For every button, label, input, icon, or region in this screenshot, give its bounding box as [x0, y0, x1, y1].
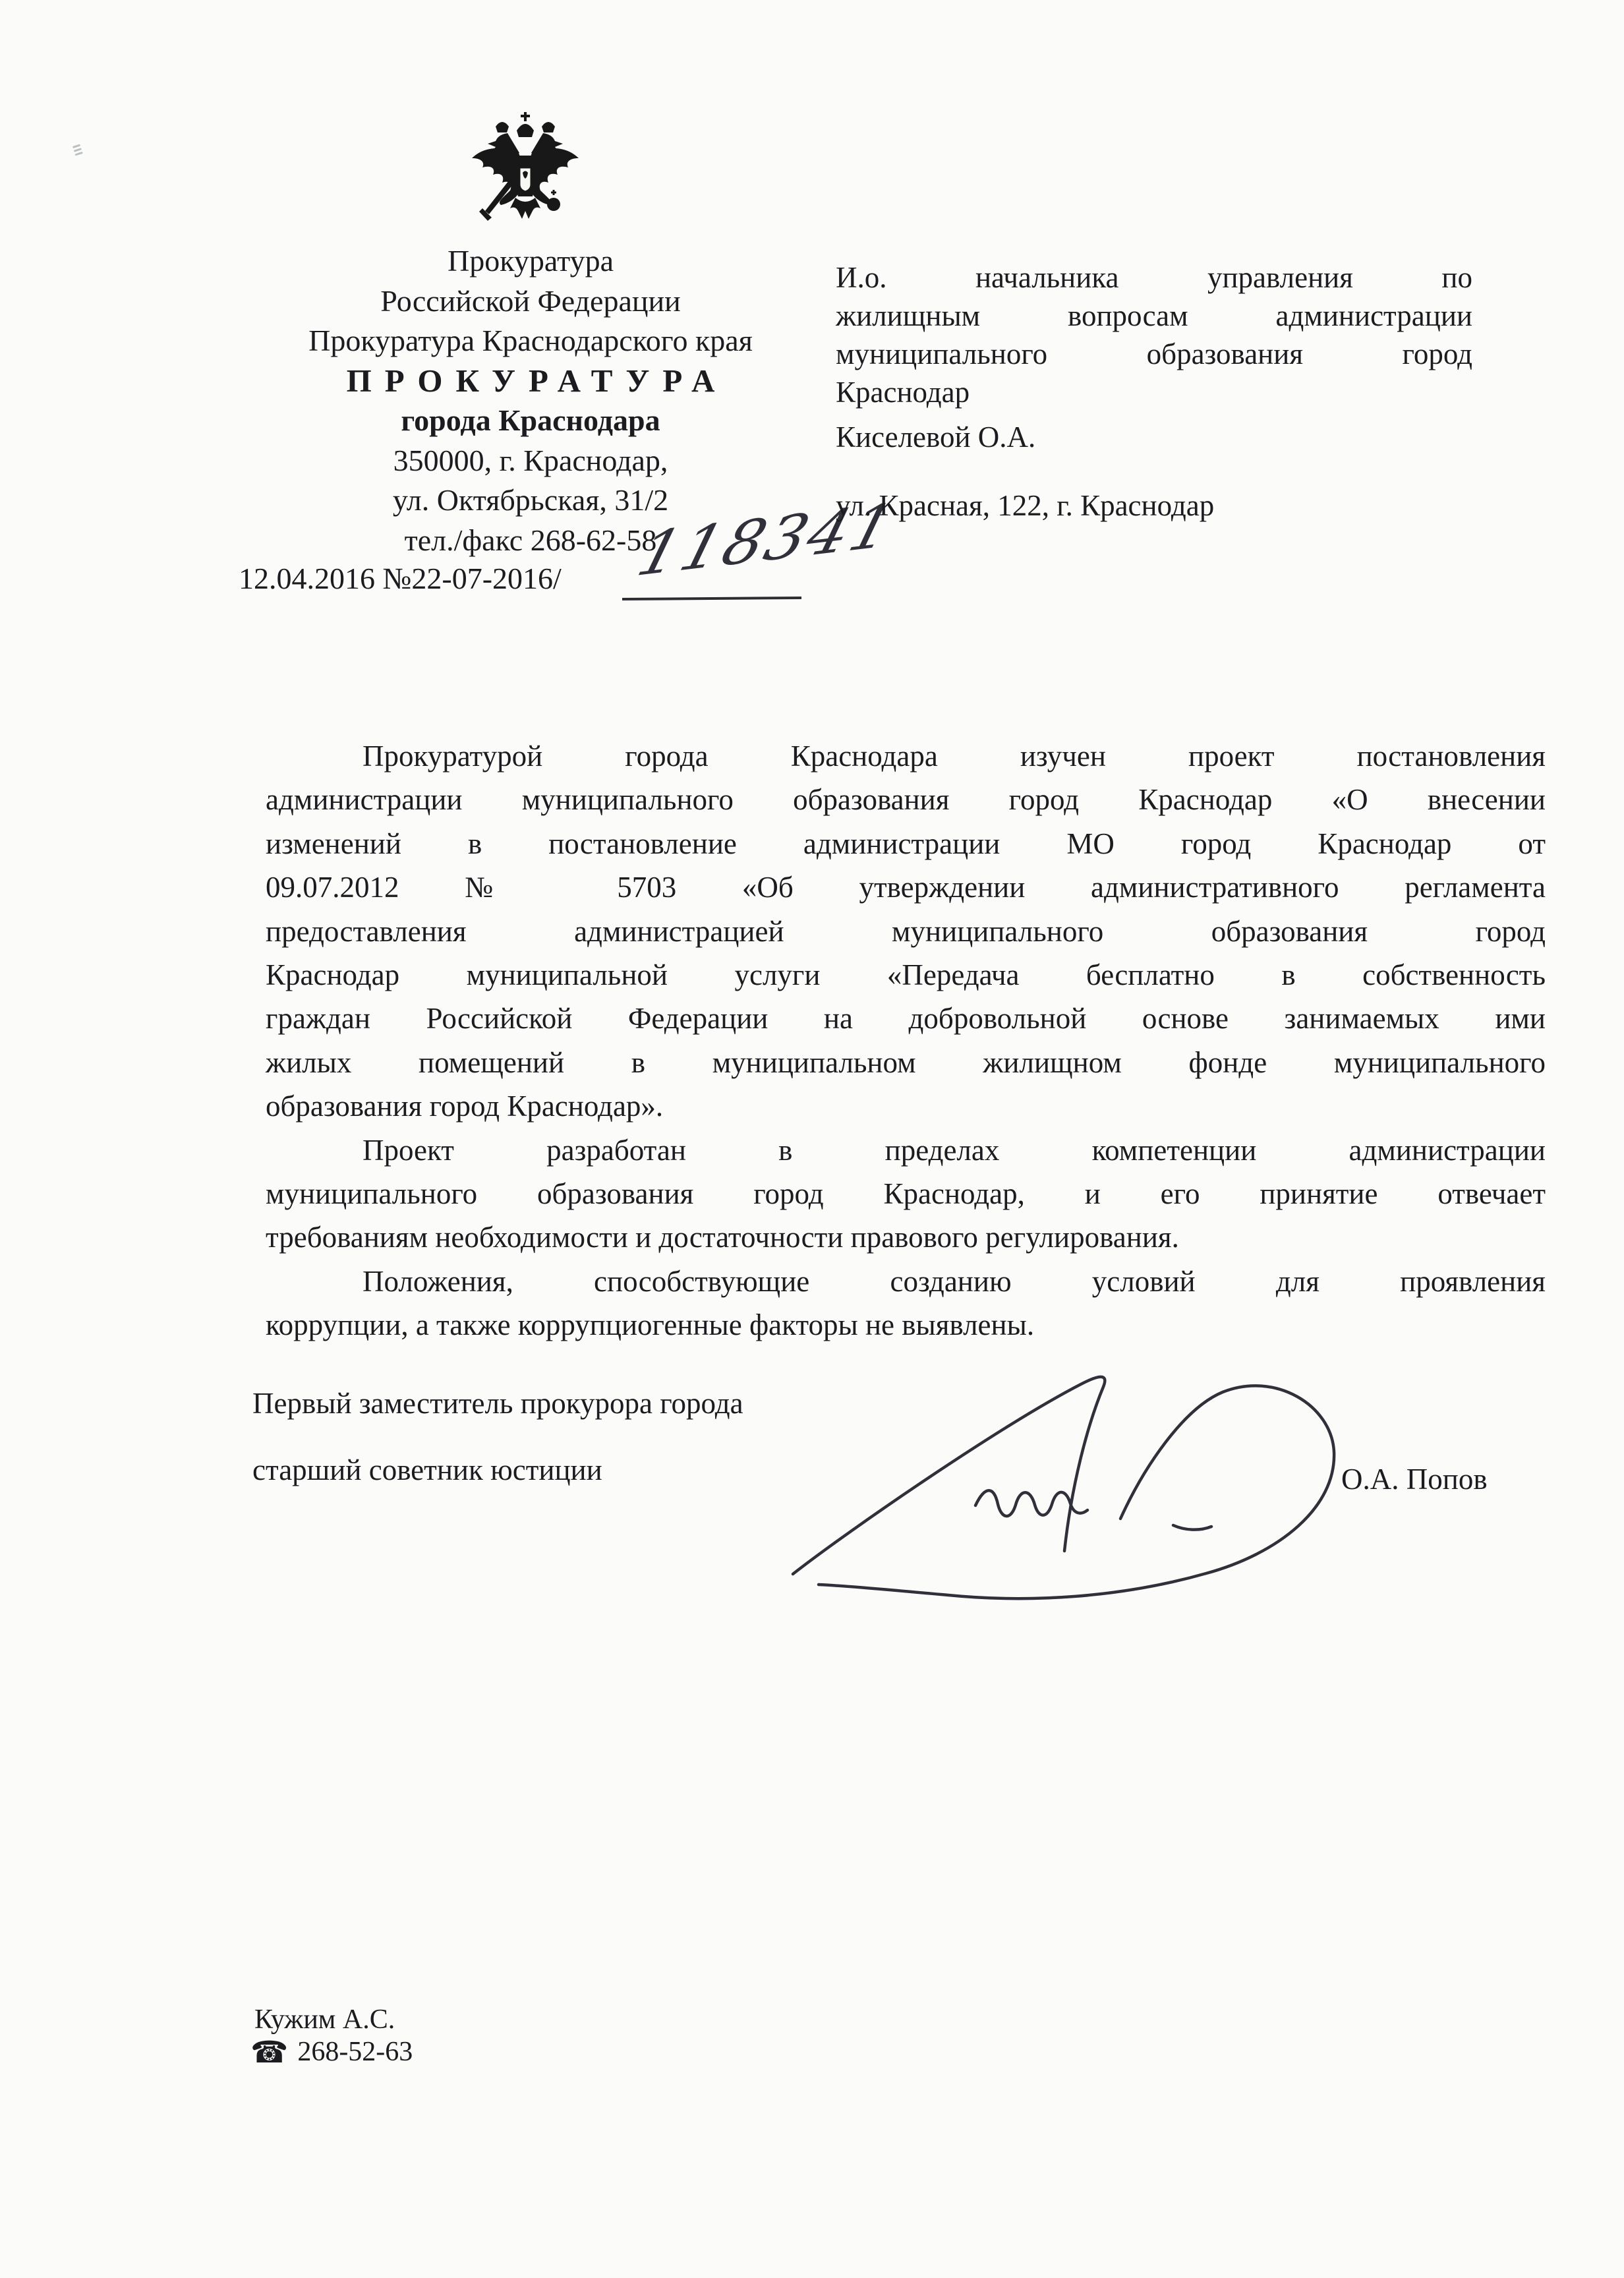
recipient-name: Киселевой О.А.: [836, 421, 1036, 453]
body-line: требованиям необходимости и достаточности правового регулирования.: [266, 1221, 1179, 1254]
recipient-block: [836, 258, 1472, 411]
signer-position-line2: старший советник юстиции: [252, 1453, 602, 1486]
letterhead-phone: тел./факс 268-62-58: [404, 523, 657, 557]
letterhead-city: города Краснодара: [401, 403, 660, 437]
recipient-line: Краснодар: [836, 376, 970, 409]
telephone-icon: ☎: [250, 2034, 289, 2070]
recipient-line: жилищным вопросам администрации: [836, 299, 1472, 332]
letterhead-line: Прокуратура Краснодарского края: [308, 324, 753, 357]
handwritten-signature-icon: [751, 1353, 1371, 1603]
letterhead-org-caps: ПРОКУРАТУРА: [346, 362, 728, 399]
executor-phone-row: [250, 2034, 413, 2070]
ref-number-underline: [622, 597, 801, 600]
body-line: администрации муниципального образования город Краснодар «О внесении: [266, 783, 1546, 817]
executor-phone-number: 268-52-63: [297, 2037, 413, 2067]
body-line: Проект разработан в пределах компетенции администрации: [362, 1133, 1546, 1167]
scan-speck: [72, 144, 83, 157]
letterhead-line: Прокуратура: [447, 244, 614, 277]
body-line: 09.07.2012 № 5703 «Об утверждении административного регламента: [266, 871, 1546, 904]
body-line: Прокуратурой города Краснодара изучен проект постановления: [362, 740, 1546, 773]
body-line: Положения, способствующие созданию условий для проявления: [362, 1264, 1546, 1298]
letterhead-address-line: 350000, г. Краснодар,: [393, 443, 668, 477]
russia-coat-of-arms-icon: [469, 112, 581, 229]
recipient-address: ул. Красная, 122, г. Краснодар: [836, 489, 1215, 522]
handwritten-ref-number: 118341: [630, 490, 904, 590]
body-line: коррупции, а также коррупциогенные факторы не выявлены.: [266, 1308, 1035, 1342]
signer-position-line1: Первый заместитель прокурора города: [252, 1387, 743, 1420]
recipient-line: И.о. начальника управления по: [836, 261, 1472, 294]
executor-name: Кужим А.С.: [254, 2004, 395, 2035]
letterhead-address-line: ул. Октябрьская, 31/2: [392, 483, 669, 517]
body-line: изменений в постановление администрации МО город Краснодар от: [266, 827, 1546, 860]
body-line: муниципального образования город Краснодар, и его принятие отвечает: [266, 1177, 1546, 1211]
body-line: жилых помещений в муниципальном жилищном фонде муниципального: [266, 1045, 1546, 1079]
letter-body: [266, 734, 1546, 1347]
letterhead-line: Российской Федерации: [380, 283, 681, 318]
signer-name: О.А. Попов: [1341, 1463, 1488, 1496]
body-line: образования город Краснодар».: [266, 1090, 664, 1123]
recipient-line: муниципального образования город: [836, 337, 1472, 370]
body-line: предоставления администрацией муниципального образования город: [266, 914, 1546, 948]
outgoing-ref-line: 12.04.2016 №22-07-2016/: [239, 562, 562, 595]
body-line: граждан Российской Федерации на добровольной основе занимаемых ими: [266, 1002, 1546, 1036]
body-line: Краснодар муниципальной услуги «Передача бесплатно в собственность: [266, 958, 1546, 992]
